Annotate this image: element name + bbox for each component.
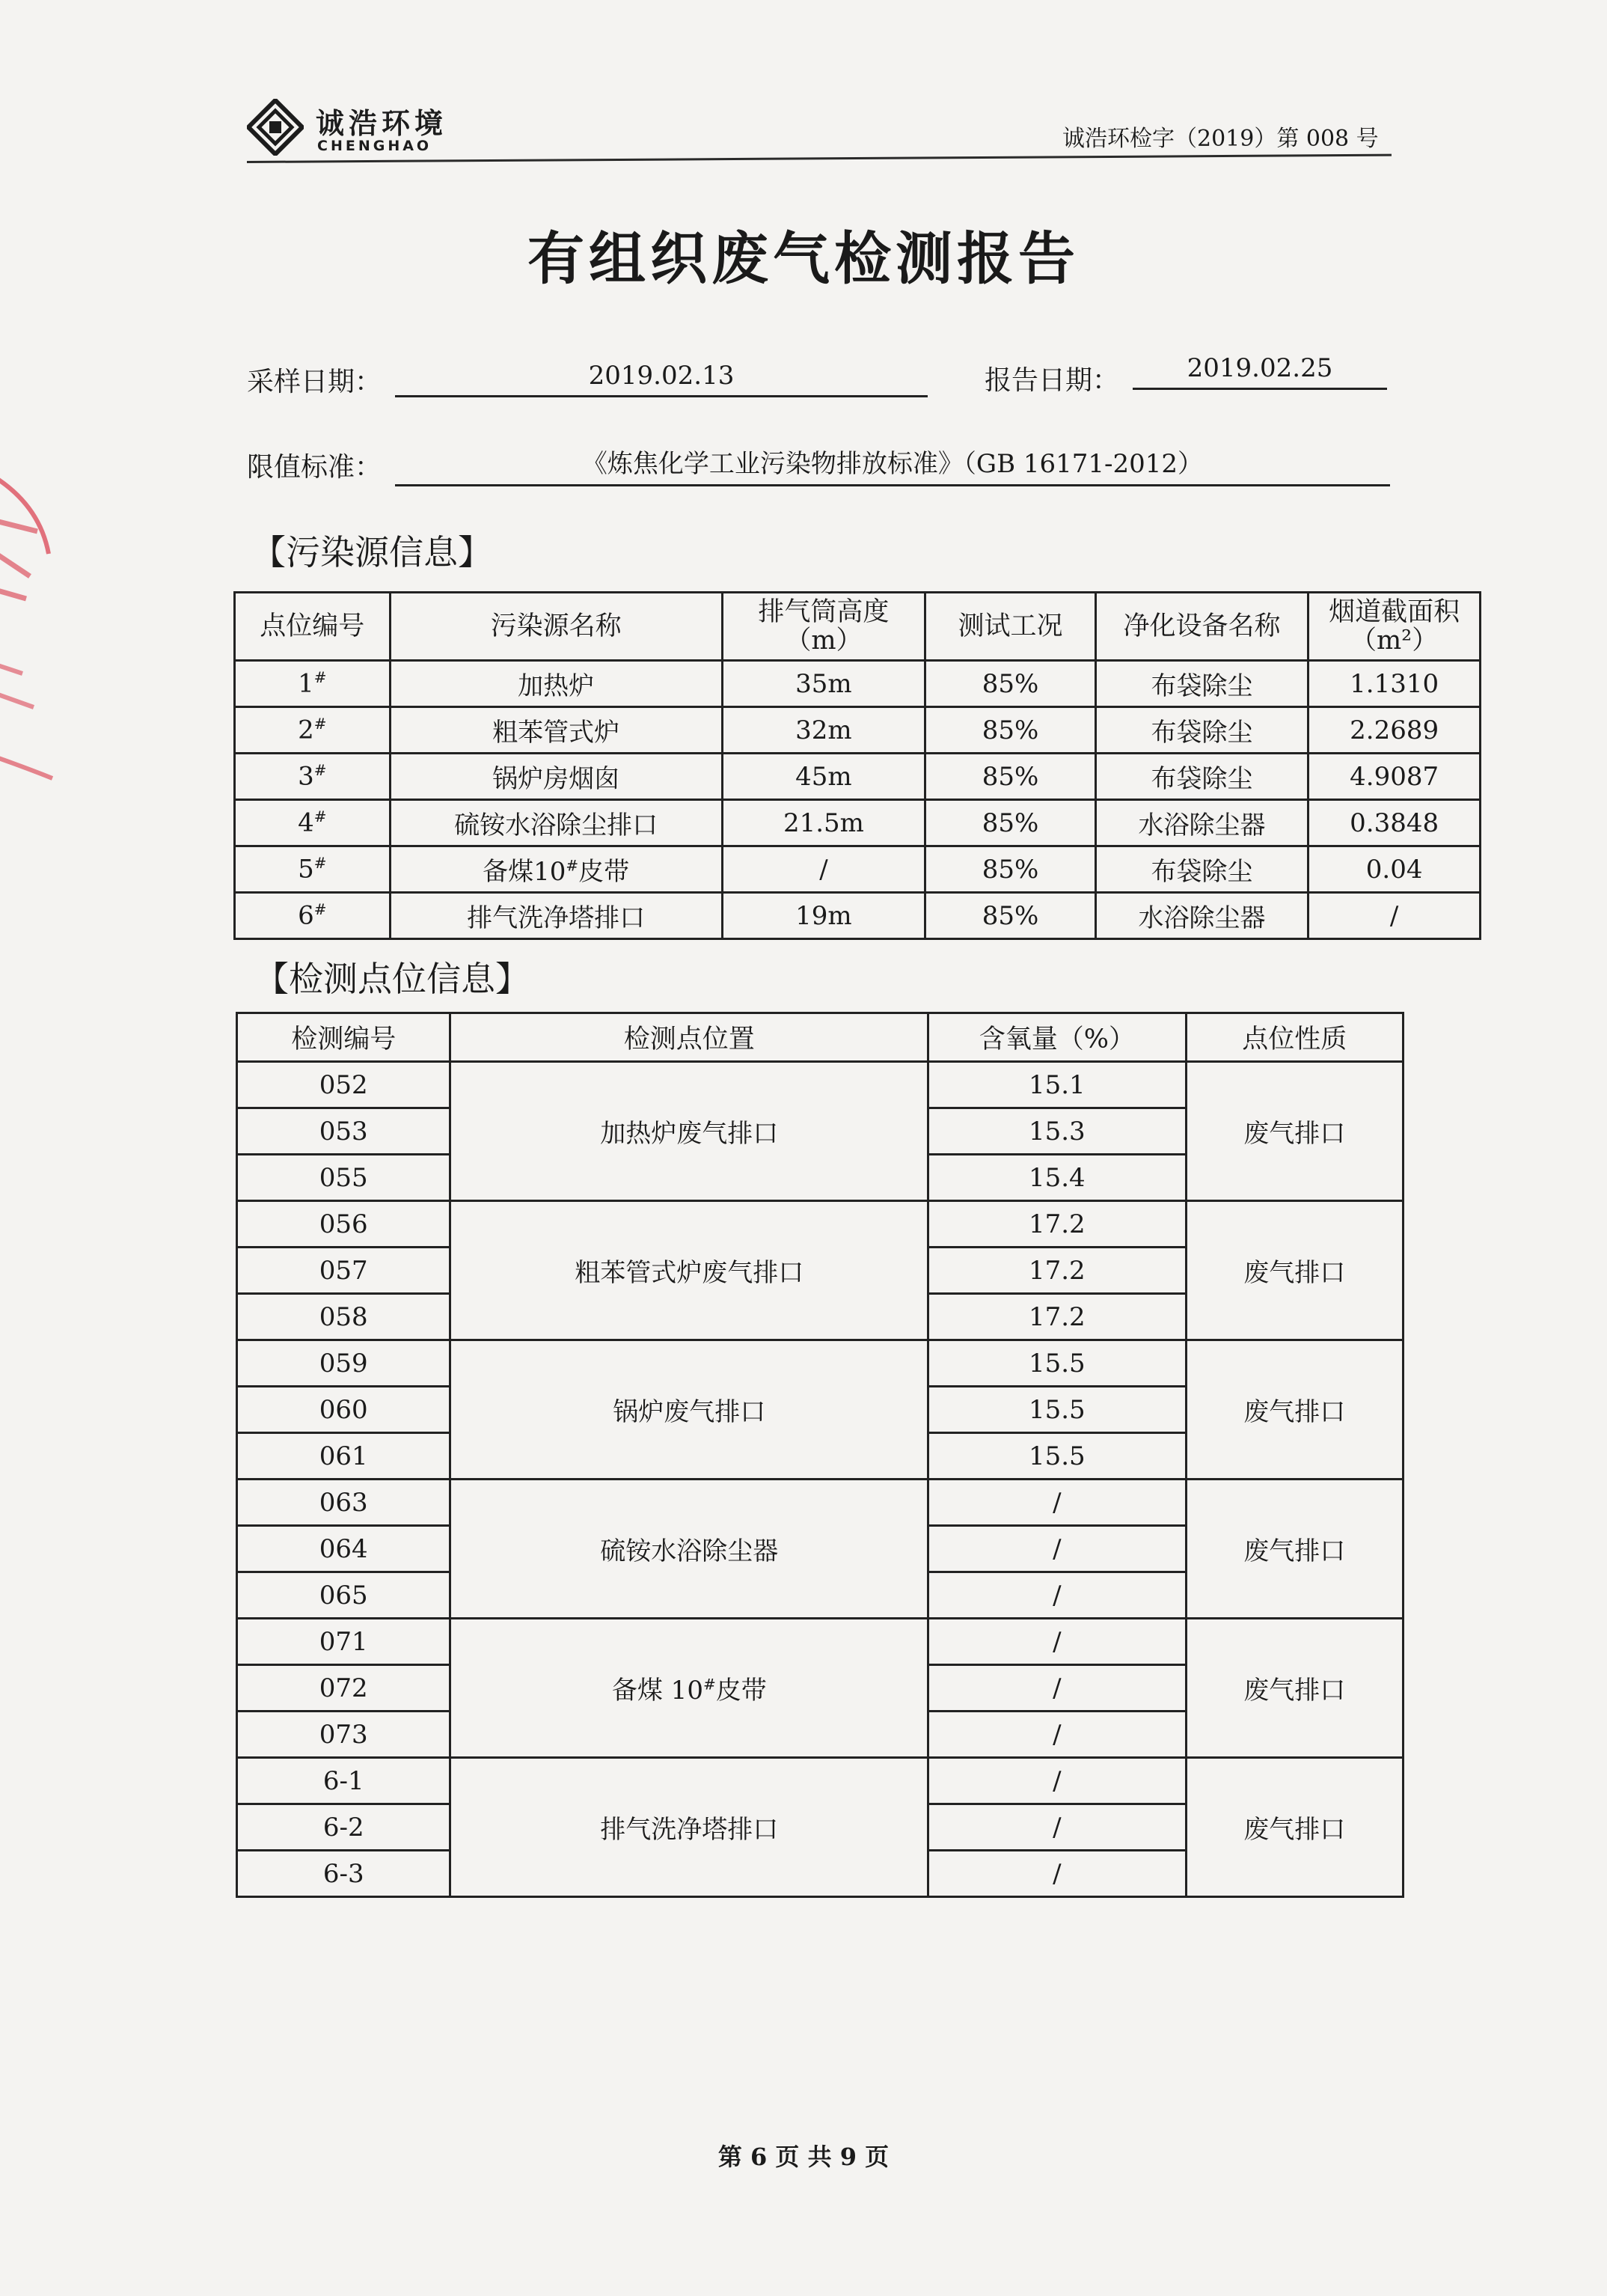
point-location: 排气洗净塔排口 <box>450 1758 928 1897</box>
report-number: 诚浩环检字（2019）第 008 号 <box>1062 126 1379 152</box>
stack-height: 19m <box>722 893 925 939</box>
flue-area: 0.04 <box>1308 846 1481 893</box>
stack-height: 45m <box>722 754 925 800</box>
sampling-date-value: 2019.02.13 <box>395 361 928 397</box>
pollution-source-table <box>233 591 1481 940</box>
test-id: 065 <box>237 1572 450 1619</box>
oxygen-content: 15.1 <box>928 1062 1186 1108</box>
test-id: 072 <box>237 1665 450 1712</box>
point-no: 4# <box>235 800 391 846</box>
point-no: 5# <box>235 846 391 893</box>
purification-device: 布袋除尘 <box>1095 846 1308 893</box>
source-name: 硫铵水浴除尘排口 <box>390 800 722 846</box>
col-header-test-id: 检测编号 <box>237 1013 450 1062</box>
oxygen-content: 15.3 <box>928 1108 1186 1155</box>
oxygen-content: / <box>928 1851 1186 1897</box>
col-header-area <box>1308 593 1481 661</box>
area-label: 烟道截面积 <box>1329 597 1460 627</box>
oxygen-content: / <box>928 1619 1186 1665</box>
test-condition: 85% <box>925 846 1096 893</box>
table-header-row <box>235 593 1481 661</box>
point-no: 3# <box>235 754 391 800</box>
test-id: 059 <box>237 1340 450 1387</box>
point-location: 粗苯管式炉废气排口 <box>450 1201 928 1340</box>
monitoring-point-section-title: 【检测点位信息】 <box>254 959 530 999</box>
logo-text-en: CHENGHAO <box>317 138 432 154</box>
page-number: 第 6 页 共 9 页 <box>717 2143 890 2171</box>
purification-device: 水浴除尘器 <box>1095 893 1308 939</box>
table-row <box>235 893 1481 939</box>
point-nature: 废气排口 <box>1186 1619 1403 1758</box>
point-location: 硫铵水浴除尘器 <box>450 1480 928 1619</box>
test-condition: 85% <box>925 661 1096 707</box>
test-id: 061 <box>237 1433 450 1480</box>
area-unit: （m²） <box>1350 626 1439 656</box>
table-row <box>237 1758 1404 1804</box>
stack-height: 32m <box>722 707 925 754</box>
monitoring-point-table <box>236 1012 1404 1898</box>
point-no: 2# <box>235 707 391 754</box>
flue-area: 2.2689 <box>1308 707 1481 754</box>
oxygen-content: 17.2 <box>928 1201 1186 1248</box>
test-condition: 85% <box>925 800 1096 846</box>
report-date-value: 2019.02.25 <box>1133 353 1387 390</box>
stack-height: 21.5m <box>722 800 925 846</box>
document-title: 有组织废气检测报告 <box>527 225 1080 292</box>
pollution-source-section-title: 【污染源信息】 <box>251 532 492 573</box>
test-id: 056 <box>237 1201 450 1248</box>
oxygen-content: / <box>928 1804 1186 1851</box>
oxygen-content: / <box>928 1526 1186 1572</box>
oxygen-content: 15.4 <box>928 1155 1186 1201</box>
stack-height-label: 排气筒高度 <box>758 597 890 627</box>
test-id: 073 <box>237 1712 450 1758</box>
point-location: 备煤 10#皮带 <box>450 1619 928 1758</box>
source-name: 备煤10#皮带 <box>390 846 722 893</box>
oxygen-content: 15.5 <box>928 1387 1186 1433</box>
table-row <box>237 1480 1404 1526</box>
test-id: 071 <box>237 1619 450 1665</box>
table-row <box>237 1340 1404 1387</box>
purification-device: 水浴除尘器 <box>1095 800 1308 846</box>
oxygen-content: / <box>928 1712 1186 1758</box>
test-id: 060 <box>237 1387 450 1433</box>
table-row <box>237 1062 1404 1108</box>
test-condition: 85% <box>925 893 1096 939</box>
table-row <box>235 754 1481 800</box>
oxygen-content: / <box>928 1758 1186 1804</box>
test-condition: 85% <box>925 707 1096 754</box>
col-header-source-name: 污染源名称 <box>390 593 722 661</box>
oxygen-content: 15.5 <box>928 1340 1186 1387</box>
purification-device: 布袋除尘 <box>1095 661 1308 707</box>
oxygen-content: / <box>928 1480 1186 1526</box>
table-row <box>237 1201 1404 1248</box>
point-nature: 废气排口 <box>1186 1758 1403 1897</box>
flue-area: / <box>1308 893 1481 939</box>
test-id: 057 <box>237 1248 450 1294</box>
test-id: 063 <box>237 1480 450 1526</box>
source-name: 粗苯管式炉 <box>390 707 722 754</box>
table-header-row <box>237 1013 1404 1062</box>
flue-area: 4.9087 <box>1308 754 1481 800</box>
stack-height: / <box>722 846 925 893</box>
standard-label: 限值标准： <box>247 452 382 483</box>
point-nature: 废气排口 <box>1186 1201 1403 1340</box>
point-location: 加热炉废气排口 <box>450 1062 928 1201</box>
standard-value: 《炼焦化学工业污染物排放标准》（GB 16171-2012） <box>395 443 1390 486</box>
point-location: 锅炉废气排口 <box>450 1340 928 1480</box>
table-row <box>235 707 1481 754</box>
col-header-oxygen: 含氧量（%） <box>928 1013 1186 1062</box>
col-header-device: 净化设备名称 <box>1095 593 1308 661</box>
point-nature: 废气排口 <box>1186 1340 1403 1480</box>
test-id: 055 <box>237 1155 450 1201</box>
test-id: 6-2 <box>237 1804 450 1851</box>
red-seal-fragment <box>0 449 60 786</box>
sampling-date-label: 采样日期： <box>247 367 382 397</box>
chenghao-logo-icon <box>247 99 304 156</box>
col-header-location: 检测点位置 <box>450 1013 928 1062</box>
oxygen-content: 17.2 <box>928 1248 1186 1294</box>
report-date-label: 报告日期： <box>985 365 1120 396</box>
test-id: 064 <box>237 1526 450 1572</box>
flue-area: 0.3848 <box>1308 800 1481 846</box>
oxygen-content: / <box>928 1572 1186 1619</box>
point-no: 1# <box>235 661 391 707</box>
purification-device: 布袋除尘 <box>1095 754 1308 800</box>
purification-device: 布袋除尘 <box>1095 707 1308 754</box>
source-name: 排气洗净塔排口 <box>390 893 722 939</box>
oxygen-content: 17.2 <box>928 1294 1186 1340</box>
test-id: 6-3 <box>237 1851 450 1897</box>
table-row <box>235 661 1481 707</box>
point-nature: 废气排口 <box>1186 1062 1403 1201</box>
stack-height-unit: （m） <box>785 626 863 656</box>
test-condition: 85% <box>925 754 1096 800</box>
source-name: 加热炉 <box>390 661 722 707</box>
test-id: 6-1 <box>237 1758 450 1804</box>
table-row <box>235 800 1481 846</box>
point-no: 6# <box>235 893 391 939</box>
col-header-nature: 点位性质 <box>1186 1013 1403 1062</box>
table-row <box>237 1619 1404 1665</box>
test-id: 052 <box>237 1062 450 1108</box>
stack-height: 35m <box>722 661 925 707</box>
table-row <box>235 846 1481 893</box>
oxygen-content: 15.5 <box>928 1433 1186 1480</box>
test-id: 058 <box>237 1294 450 1340</box>
source-name: 锅炉房烟囱 <box>390 754 722 800</box>
oxygen-content: / <box>928 1665 1186 1712</box>
point-nature: 废气排口 <box>1186 1480 1403 1619</box>
company-logo <box>247 96 471 159</box>
col-header-point-no: 点位编号 <box>235 593 391 661</box>
col-header-stack-height <box>722 593 925 661</box>
col-header-condition: 测试工况 <box>925 593 1096 661</box>
test-id: 053 <box>237 1108 450 1155</box>
logo-text-cn: 诚浩环境 <box>316 107 448 140</box>
flue-area: 1.1310 <box>1308 661 1481 707</box>
